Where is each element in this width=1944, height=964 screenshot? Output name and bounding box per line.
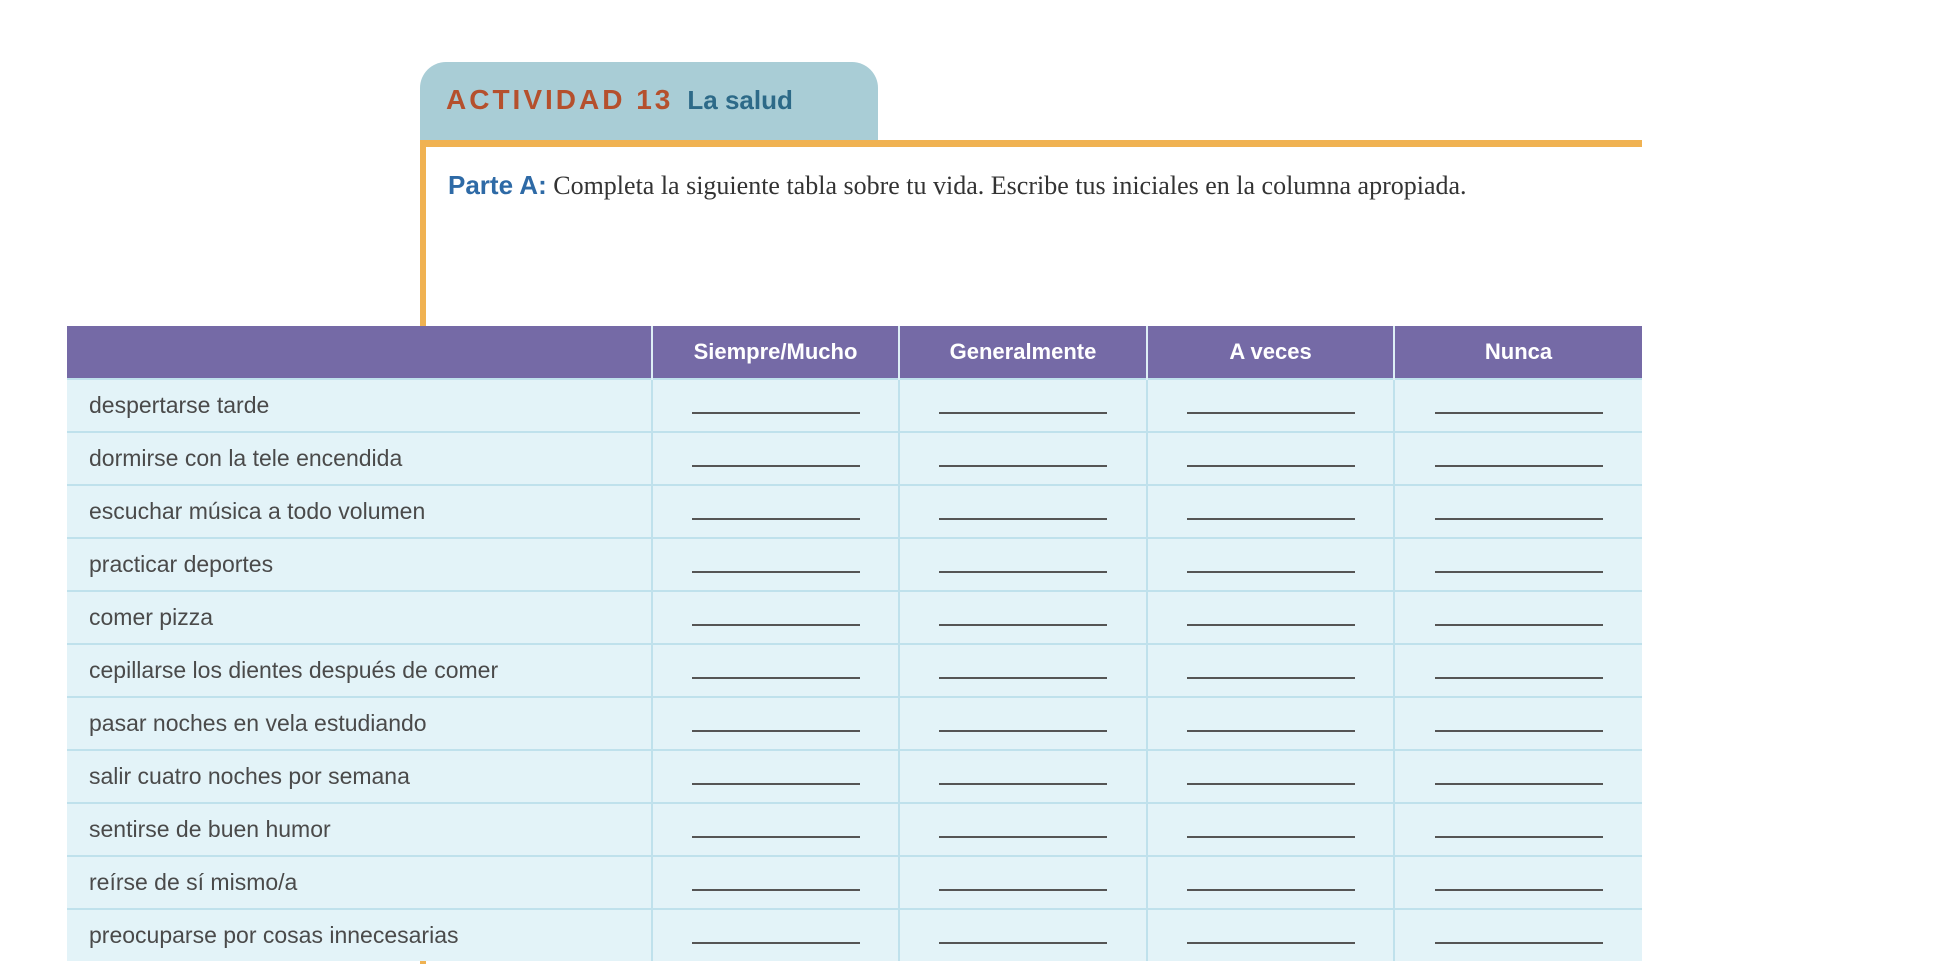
answer-blank[interactable]: [1435, 465, 1603, 467]
answer-blank[interactable]: [1187, 942, 1355, 944]
answer-cell-siempre-mucho: [652, 591, 899, 644]
answer-blank[interactable]: [1435, 518, 1603, 520]
answer-cell-siempre-mucho: [652, 644, 899, 697]
answer-cell-nunca: [1394, 379, 1642, 432]
instructions-label: Parte A:: [448, 170, 547, 200]
table-row: [67, 750, 1642, 803]
answer-cell-generalmente: [899, 591, 1147, 644]
answer-blank[interactable]: [692, 465, 860, 467]
table-row: [67, 591, 1642, 644]
answer-blank[interactable]: [1187, 412, 1355, 414]
activity-subject: La salud: [687, 85, 793, 115]
header-siempre-mucho: Siempre/Mucho: [652, 326, 899, 379]
answer-blank[interactable]: [1187, 889, 1355, 891]
answer-blank[interactable]: [1435, 571, 1603, 573]
answer-blank[interactable]: [939, 677, 1107, 679]
answer-cell-generalmente: [899, 432, 1147, 485]
answer-cell-a-veces: [1147, 856, 1394, 909]
answer-blank[interactable]: [1187, 518, 1355, 520]
answer-cell-siempre-mucho: [652, 856, 899, 909]
header-generalmente: Generalmente: [899, 326, 1147, 379]
answer-cell-a-veces: [1147, 644, 1394, 697]
activity-label: practicar deportes: [67, 538, 652, 591]
answer-cell-a-veces: [1147, 591, 1394, 644]
answer-cell-nunca: [1394, 856, 1642, 909]
answer-blank[interactable]: [939, 465, 1107, 467]
answer-cell-a-veces: [1147, 803, 1394, 856]
answer-blank[interactable]: [692, 518, 860, 520]
activity-label: salir cuatro noches por semana: [67, 750, 652, 803]
answer-cell-generalmente: [899, 379, 1147, 432]
answer-cell-siempre-mucho: [652, 432, 899, 485]
answer-blank[interactable]: [1187, 571, 1355, 573]
answer-cell-a-veces: [1147, 379, 1394, 432]
answer-blank[interactable]: [692, 677, 860, 679]
answer-blank[interactable]: [692, 942, 860, 944]
answer-cell-generalmente: [899, 909, 1147, 961]
activity-label: preocuparse por cosas innecesarias: [67, 909, 652, 961]
table-row: [67, 856, 1642, 909]
table-row: [67, 485, 1642, 538]
answer-cell-siempre-mucho: [652, 750, 899, 803]
answer-blank[interactable]: [692, 836, 860, 838]
answer-blank[interactable]: [1435, 624, 1603, 626]
table-row: [67, 803, 1642, 856]
answer-cell-nunca: [1394, 644, 1642, 697]
instructions-text: Completa la siguiente tabla sobre tu vida. Escribe tus iniciales en la columna apropiada.: [553, 171, 1467, 200]
answer-cell-generalmente: [899, 644, 1147, 697]
answer-cell-a-veces: [1147, 750, 1394, 803]
answer-blank[interactable]: [939, 783, 1107, 785]
answer-cell-nunca: [1394, 538, 1642, 591]
answer-cell-generalmente: [899, 856, 1147, 909]
answer-cell-siempre-mucho: [652, 485, 899, 538]
answer-cell-a-veces: [1147, 909, 1394, 961]
answer-blank[interactable]: [1435, 942, 1603, 944]
answer-blank[interactable]: [692, 730, 860, 732]
answer-cell-nunca: [1394, 750, 1642, 803]
table-row: [67, 644, 1642, 697]
answer-blank[interactable]: [939, 730, 1107, 732]
answer-cell-generalmente: [899, 697, 1147, 750]
answer-blank[interactable]: [939, 942, 1107, 944]
table-row: [67, 432, 1642, 485]
activity-label: pasar noches en vela estudiando: [67, 697, 652, 750]
activity-label: escuchar música a todo volumen: [67, 485, 652, 538]
activity-label: dormirse con la tele encendida: [67, 432, 652, 485]
answer-blank[interactable]: [1435, 836, 1603, 838]
answer-cell-nunca: [1394, 803, 1642, 856]
answer-blank[interactable]: [692, 412, 860, 414]
answer-blank[interactable]: [1187, 730, 1355, 732]
instructions: [448, 164, 1628, 207]
header-a-veces: A veces: [1147, 326, 1394, 379]
activity-number: ACTIVIDAD 13: [446, 84, 674, 115]
answer-blank[interactable]: [692, 889, 860, 891]
answer-cell-a-veces: [1147, 432, 1394, 485]
answer-blank[interactable]: [692, 624, 860, 626]
answer-blank[interactable]: [692, 571, 860, 573]
activity-label: reírse de sí mismo/a: [67, 856, 652, 909]
answer-cell-nunca: [1394, 591, 1642, 644]
activity-label: despertarse tarde: [67, 379, 652, 432]
answer-blank[interactable]: [1435, 783, 1603, 785]
activity-label: comer pizza: [67, 591, 652, 644]
answer-cell-nunca: [1394, 909, 1642, 961]
answer-cell-generalmente: [899, 750, 1147, 803]
answer-blank[interactable]: [939, 571, 1107, 573]
accent-rule-top: [420, 140, 1642, 147]
table-header-row: [67, 326, 1642, 379]
answer-cell-generalmente: [899, 485, 1147, 538]
answer-cell-a-veces: [1147, 485, 1394, 538]
table-row: [67, 909, 1642, 961]
table-row: [67, 697, 1642, 750]
answer-cell-generalmente: [899, 803, 1147, 856]
answer-cell-a-veces: [1147, 538, 1394, 591]
activity-label: sentirse de buen humor: [67, 803, 652, 856]
answer-blank[interactable]: [1187, 783, 1355, 785]
answer-blank[interactable]: [939, 836, 1107, 838]
answer-cell-siempre-mucho: [652, 379, 899, 432]
answer-blank[interactable]: [692, 783, 860, 785]
answer-blank[interactable]: [1435, 412, 1603, 414]
answer-blank[interactable]: [1187, 836, 1355, 838]
answer-blank[interactable]: [1435, 889, 1603, 891]
table-row: [67, 538, 1642, 591]
answer-blank[interactable]: [1187, 677, 1355, 679]
answer-cell-a-veces: [1147, 697, 1394, 750]
frequency-table: [67, 326, 1642, 961]
answer-blank[interactable]: [939, 518, 1107, 520]
answer-blank[interactable]: [939, 889, 1107, 891]
answer-cell-siempre-mucho: [652, 909, 899, 961]
answer-blank[interactable]: [1435, 677, 1603, 679]
accent-rule-left: [420, 140, 426, 328]
header-activity: [67, 326, 652, 379]
header-nunca: Nunca: [1394, 326, 1642, 379]
answer-blank[interactable]: [1435, 730, 1603, 732]
answer-cell-nunca: [1394, 432, 1642, 485]
activity-tab: [420, 62, 878, 140]
answer-blank[interactable]: [939, 624, 1107, 626]
answer-blank[interactable]: [939, 412, 1107, 414]
table-row: [67, 379, 1642, 432]
answer-cell-siempre-mucho: [652, 803, 899, 856]
answer-blank[interactable]: [1187, 624, 1355, 626]
answer-cell-siempre-mucho: [652, 538, 899, 591]
answer-blank[interactable]: [1187, 465, 1355, 467]
answer-cell-nunca: [1394, 697, 1642, 750]
answer-cell-generalmente: [899, 538, 1147, 591]
answer-cell-siempre-mucho: [652, 697, 899, 750]
answer-cell-nunca: [1394, 485, 1642, 538]
activity-label: cepillarse los dientes después de comer: [67, 644, 652, 697]
